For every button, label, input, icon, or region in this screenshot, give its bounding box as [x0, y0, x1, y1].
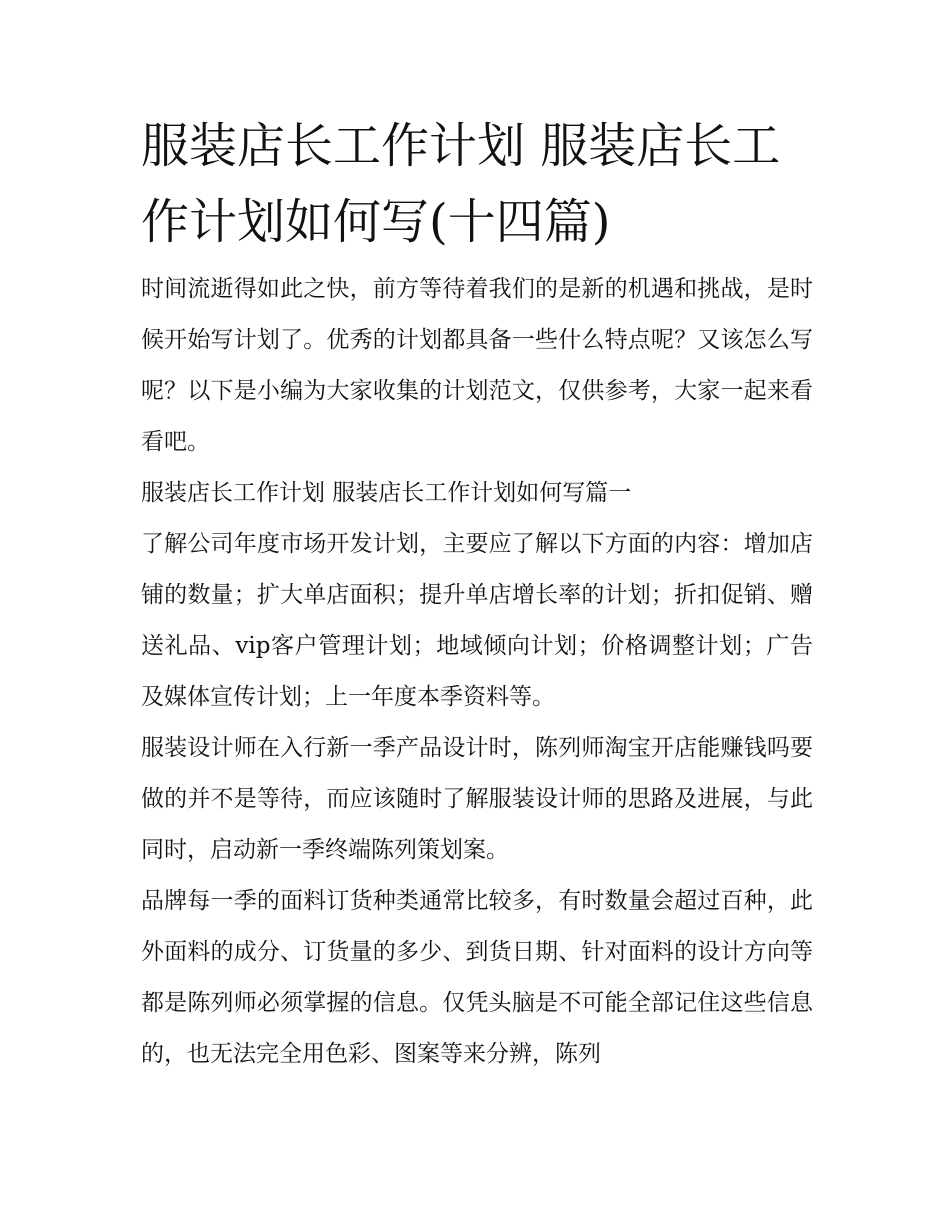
section-heading: 服装店长工作计划 服装店长工作计划如何写篇一 [141, 480, 632, 506]
body-paragraph-3: 品牌每一季的面料订货种类通常比较多，有时数量会超过百种，此外面料的成分、订货量的多少、到货日期、针对面料的设计方向等都是陈列师必须掌握的信息。仅凭头脑是不可能全部记住这些信息的，也无法完全用色彩、图案等来分辨，陈列 [141, 888, 813, 1067]
document-title: 服装店长工作计划 服装店长工作计划如何写(十四篇) [141, 118, 781, 250]
document-body [141, 108, 813, 1080]
intro-paragraph: 时间流逝得如此之快，前方等待着我们的是新的机遇和挑战，是时候开始写计划了。优秀的计划都具备一些什么特点呢？又该怎么写呢？以下是小编为大家收集的计划范文，仅供参考，大家一起来看看吧。 [141, 276, 813, 455]
body-paragraph-1: 了解公司年度市场开发计划，主要应了解以下方面的内容：增加店铺的数量；扩大单店面积；提升单店增长率的计划；折扣促销、赠送礼品、vip客户管理计划；地域倾向计划；价格调整计划；广告及媒体宣传计划；上一年度本季资料等。 [141, 531, 813, 710]
body-paragraph-2: 服装设计师在入行新一季产品设计时，陈列师淘宝开店能赚钱吗要做的并不是等待，而应该随时了解服装设计师的思路及进展，与此同时，启动新一季终端陈列策划案。 [141, 735, 813, 863]
